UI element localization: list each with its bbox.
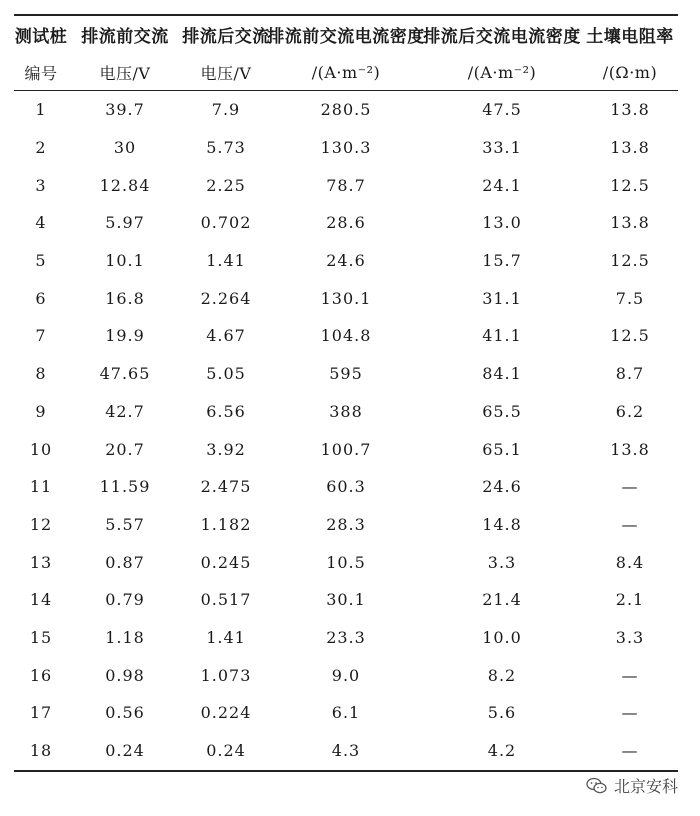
- table-cell: 0.56: [105, 703, 145, 723]
- table-cell: 12.84: [99, 175, 151, 195]
- table-cell: 65.5: [482, 401, 522, 421]
- table-cell: 15: [29, 627, 53, 647]
- watermark-text: 北京安科: [613, 777, 678, 796]
- table-cell: 16.8: [105, 288, 145, 308]
- table-cell: 14: [29, 590, 53, 610]
- table-cell: 9: [35, 401, 47, 421]
- table-cell: 3.3: [487, 552, 517, 572]
- wechat-icon: [586, 777, 608, 795]
- table-cell: 12.5: [610, 175, 650, 195]
- table-row: [14, 393, 678, 431]
- table-cell: 18: [29, 741, 53, 761]
- table-cell: 1.41: [206, 251, 246, 271]
- table-cell: 12.5: [610, 251, 650, 271]
- table-row: [14, 91, 678, 129]
- table-cell: 8.7: [615, 364, 645, 384]
- table-cell: 10.1: [105, 251, 145, 271]
- table-cell: 21.4: [482, 590, 522, 610]
- table-cell: 41.1: [482, 326, 522, 346]
- table-cell: 13: [29, 552, 53, 572]
- table-body: [14, 91, 678, 769]
- table-row: [14, 204, 678, 242]
- header-cell: 编号: [24, 63, 58, 83]
- table-cell: 24.6: [482, 477, 522, 497]
- header-cell: 电压/V: [200, 63, 252, 83]
- table-cell: 388: [329, 401, 363, 421]
- table-cell: 4.2: [487, 741, 517, 761]
- table-cell: 20.7: [105, 439, 145, 459]
- table-cell: 5.05: [206, 364, 246, 384]
- table-cell: 13.8: [610, 138, 650, 158]
- table-cell: —: [621, 514, 639, 534]
- table-cell: 6: [35, 288, 47, 308]
- header-row-2: [14, 54, 678, 90]
- watermark: [586, 774, 678, 797]
- table-cell: 3.3: [615, 627, 645, 647]
- table-cell: 0.245: [200, 552, 252, 572]
- table-cell: 0.98: [105, 665, 145, 685]
- table-cell: 0.24: [105, 741, 145, 761]
- table-cell: 9.0: [331, 665, 361, 685]
- table-cell: 0.79: [105, 590, 145, 610]
- table-row: [14, 242, 678, 280]
- table-cell: 4: [35, 213, 47, 233]
- table-cell: 11.59: [99, 477, 151, 497]
- header-cell: 排流后交流电流密度: [423, 26, 581, 47]
- table-cell: —: [621, 741, 639, 761]
- table-row: [14, 317, 678, 355]
- table-cell: 39.7: [105, 100, 145, 120]
- table-row: [14, 543, 678, 581]
- table-cell: 7.9: [211, 100, 241, 120]
- table-cell: 8: [35, 364, 47, 384]
- header-cell: 排流后交流: [182, 26, 270, 47]
- table-cell: 60.3: [326, 477, 366, 497]
- table-cell: 30.1: [326, 590, 366, 610]
- table-row: [14, 355, 678, 393]
- table-cell: 65.1: [482, 439, 522, 459]
- table-cell: 5.97: [105, 213, 145, 233]
- header-cell: 测试桩: [14, 26, 68, 47]
- table-cell: 0.224: [200, 703, 252, 723]
- table-cell: 10.5: [326, 552, 366, 572]
- table-cell: 14.8: [482, 514, 522, 534]
- table-cell: 2.1: [615, 590, 645, 610]
- table-cell: 4.67: [206, 326, 246, 346]
- table-cell: 595: [329, 364, 363, 384]
- table-cell: 130.1: [320, 288, 372, 308]
- table-cell: 12: [29, 514, 53, 534]
- table-cell: 1.18: [105, 627, 145, 647]
- table-cell: 8.4: [615, 552, 645, 572]
- table-cell: 7.5: [615, 288, 645, 308]
- table-cell: 42.7: [105, 401, 145, 421]
- table-row: [14, 619, 678, 657]
- table-cell: 104.8: [320, 326, 372, 346]
- table-row: [14, 279, 678, 317]
- header-cell: /(A·m⁻²): [467, 62, 537, 82]
- table-cell: 47.65: [99, 364, 151, 384]
- table-cell: 5.73: [206, 138, 246, 158]
- table-cell: 5.57: [105, 514, 145, 534]
- table-cell: 17: [29, 703, 53, 723]
- table-row: [14, 694, 678, 732]
- table-cell: 28.6: [326, 213, 366, 233]
- table-cell: —: [621, 703, 639, 723]
- table-cell: 3.92: [206, 439, 246, 459]
- table-cell: 100.7: [320, 439, 372, 459]
- table-cell: 31.1: [482, 288, 522, 308]
- table-cell: 1.182: [200, 514, 252, 534]
- table-cell: 280.5: [320, 100, 372, 120]
- table-cell: 78.7: [326, 175, 366, 195]
- table-row: [14, 430, 678, 468]
- table-cell: 24.6: [326, 251, 366, 271]
- table-cell: 0.517: [200, 590, 252, 610]
- header-row-1: [14, 16, 678, 52]
- table-cell: 10.0: [482, 627, 522, 647]
- table-cell: 47.5: [482, 100, 522, 120]
- table-cell: 0.24: [206, 741, 246, 761]
- table-cell: 13.8: [610, 439, 650, 459]
- table-cell: 6.56: [206, 401, 246, 421]
- table-cell: 4.3: [331, 741, 361, 761]
- table-cell: 0.702: [200, 213, 252, 233]
- table-cell: 1.41: [206, 627, 246, 647]
- table-cell: 2.264: [200, 288, 252, 308]
- table-cell: 8.2: [487, 665, 517, 685]
- table-cell: 6.1: [331, 703, 361, 723]
- table-row: [14, 166, 678, 204]
- table-cell: 5: [35, 251, 47, 271]
- table-cell: 11: [29, 477, 53, 497]
- header-cell: 排流前交流: [81, 26, 169, 47]
- table-cell: 1: [35, 100, 47, 120]
- header-cell: 电压/V: [99, 63, 151, 83]
- table-row: [14, 129, 678, 167]
- header-cell: 土壤电阻率: [586, 26, 674, 47]
- table-cell: 5.6: [487, 703, 517, 723]
- table-row: [14, 468, 678, 506]
- table-cell: 2: [35, 138, 47, 158]
- table-cell: 0.87: [105, 552, 145, 572]
- table-cell: 19.9: [105, 326, 145, 346]
- table-cell: 13.0: [482, 213, 522, 233]
- header-cell: 排流前交流电流密度: [267, 26, 425, 47]
- table-cell: 3: [35, 175, 47, 195]
- table-cell: 23.3: [326, 627, 366, 647]
- bottom-rule: [14, 770, 678, 772]
- table-cell: 84.1: [482, 364, 522, 384]
- table-cell: 10: [29, 439, 53, 459]
- header-cell: /(Ω·m): [602, 62, 658, 82]
- table-cell: 28.3: [326, 514, 366, 534]
- table-cell: 2.25: [206, 175, 246, 195]
- table-cell: 16: [29, 665, 53, 685]
- table-cell: 6.2: [615, 401, 645, 421]
- table-cell: 33.1: [482, 138, 522, 158]
- table-cell: 1.073: [200, 665, 252, 685]
- table-row: [14, 656, 678, 694]
- table-cell: 12.5: [610, 326, 650, 346]
- table-row: [14, 581, 678, 619]
- table-cell: 130.3: [320, 138, 372, 158]
- table-cell: —: [621, 477, 639, 497]
- table-cell: 30: [113, 138, 137, 158]
- table-cell: 2.475: [200, 477, 252, 497]
- table-cell: 7: [35, 326, 47, 346]
- header-cell: /(A·m⁻²): [311, 62, 381, 82]
- table-cell: —: [621, 665, 639, 685]
- table-cell: 15.7: [482, 251, 522, 271]
- table-cell: 13.8: [610, 213, 650, 233]
- table-cell: 24.1: [482, 175, 522, 195]
- table-row: [14, 506, 678, 544]
- table-cell: 13.8: [610, 100, 650, 120]
- table-row: [14, 732, 678, 770]
